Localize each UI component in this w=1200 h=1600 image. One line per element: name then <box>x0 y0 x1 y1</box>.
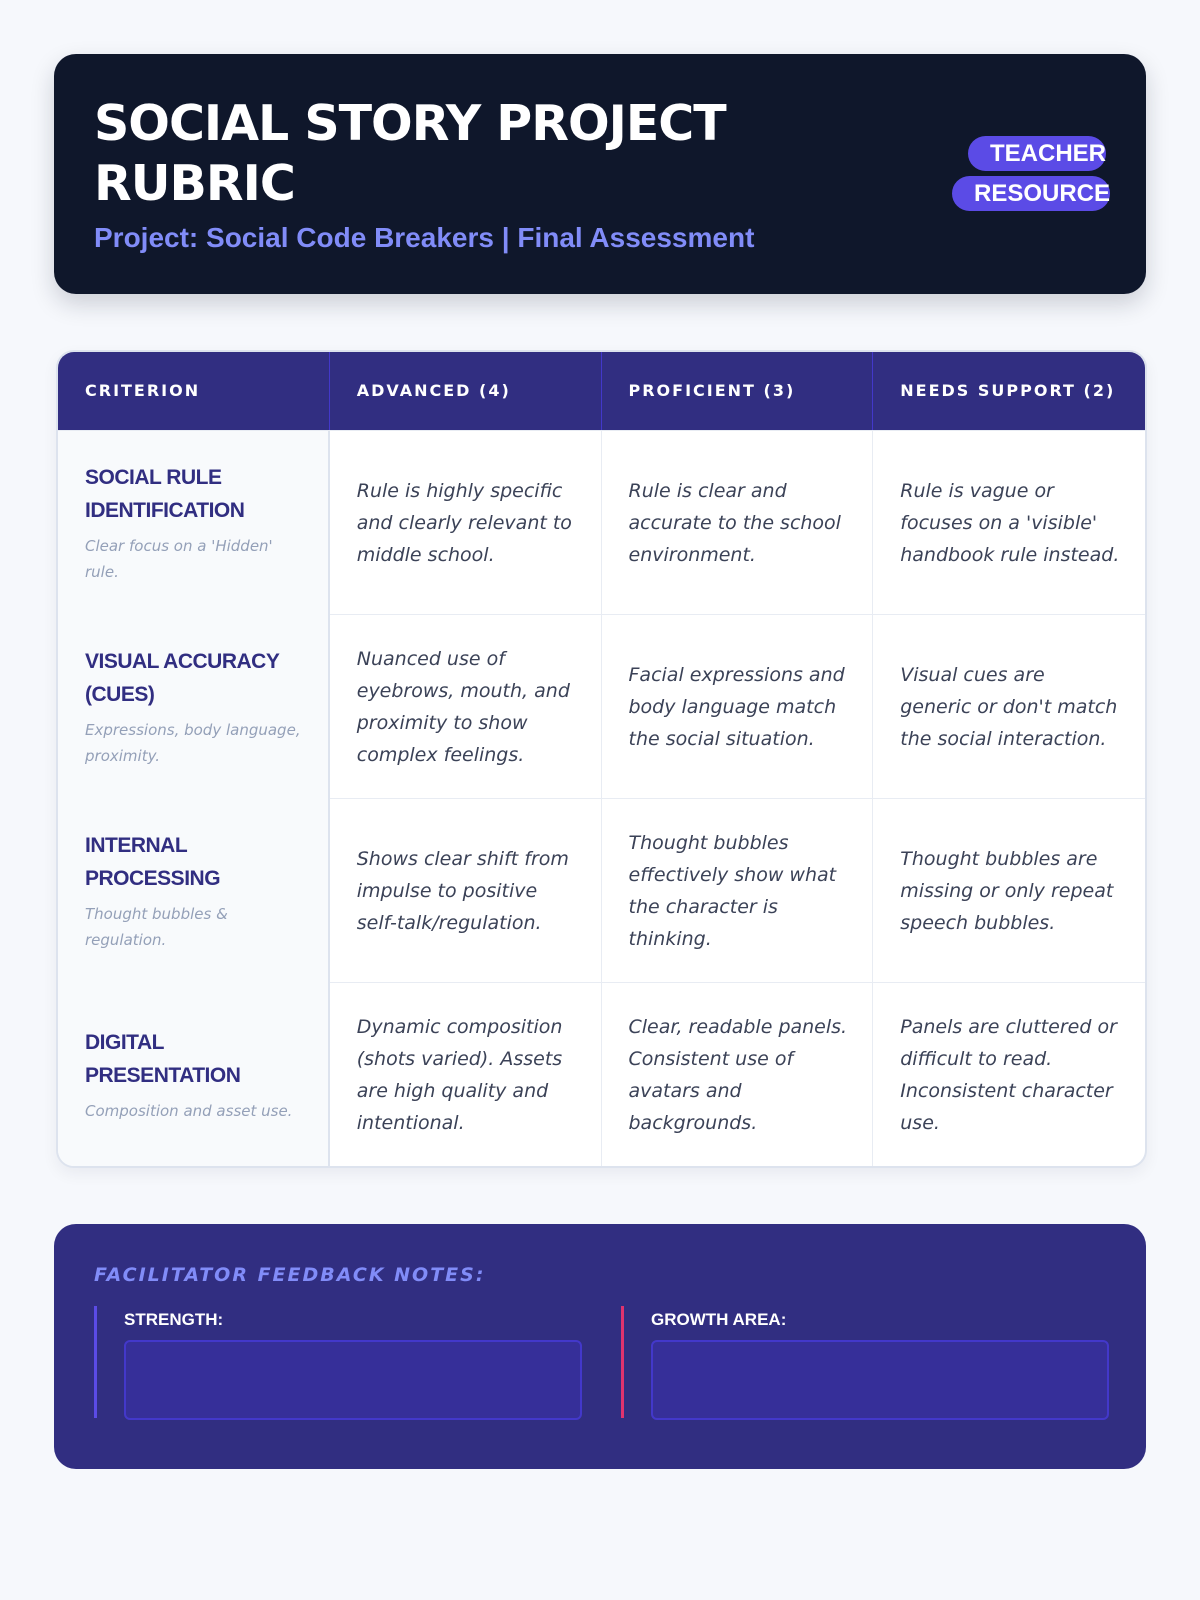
criterion-note: Clear focus on a 'Hidden' rule. <box>85 537 273 581</box>
criterion-name: VISUAL ACCURACY (CUES) <box>85 650 279 706</box>
proficient-cell <box>602 799 874 983</box>
page-title: SOCIAL STORY PROJECT RUBRIC <box>94 95 726 212</box>
column-header-needs-support: NEEDS SUPPORT (2) <box>900 381 1116 400</box>
feedback-columns <box>94 1306 1106 1418</box>
needs-support-description: Thought bubbles are missing or only repeat speech bubbles. <box>900 848 1114 934</box>
proficient-cell <box>602 615 874 799</box>
advanced-cell <box>330 983 602 1167</box>
criterion-cell <box>58 799 330 983</box>
table-row <box>58 798 1145 982</box>
needs-support-description: Rule is vague or focuses on a 'visible' handbook rule instead. <box>900 480 1120 566</box>
feedback-title: FACILITATOR FEEDBACK NOTES: <box>94 1264 486 1286</box>
proficient-cell <box>602 983 874 1167</box>
criterion-name: INTERNAL PROCESSING <box>85 834 221 890</box>
criterion-cell <box>58 615 330 799</box>
rubric-header-row <box>58 352 1145 430</box>
page-header <box>54 54 1146 294</box>
needs-support-description: Visual cues are generic or don't match the social interaction. <box>900 664 1118 750</box>
proficient-description: Clear, readable panels. Consistent use of avatars and backgrounds. <box>628 1016 848 1134</box>
needs-support-cell <box>873 431 1145 615</box>
strength-label: STRENGTH: <box>124 1310 224 1329</box>
table-row <box>58 430 1145 614</box>
growth-area-label: GROWTH AREA: <box>651 1310 787 1329</box>
criterion-cell <box>58 983 330 1167</box>
proficient-description: Thought bubbles effectively show what the character is thinking. <box>628 832 837 950</box>
growth-area-input[interactable] <box>651 1340 1109 1420</box>
column-header-advanced: ADVANCED (4) <box>330 352 602 430</box>
badge-label: TEACHER RESOURCE <box>952 136 1110 211</box>
facilitator-feedback-panel <box>54 1224 1146 1469</box>
advanced-description: Nuanced use of eyebrows, mouth, and proximity to show complex feelings. <box>356 648 570 766</box>
criterion-name: SOCIAL RULE IDENTIFICATION <box>85 466 245 522</box>
needs-support-description: Panels are cluttered or difficult to read. Inconsistent character use. <box>900 1016 1117 1134</box>
column-header-proficient: PROFICIENT (3) <box>602 352 874 430</box>
proficient-cell <box>602 431 874 615</box>
page-subtitle: Project: Social Code Breakers | Final Assessment <box>94 222 755 253</box>
criterion-note: Composition and asset use. <box>85 1102 293 1120</box>
rubric-table <box>56 350 1147 1168</box>
proficient-description: Facial expressions and body language match the social situation. <box>628 664 845 750</box>
advanced-description: Dynamic composition (shots varied). Assets are high quality and intentional. <box>356 1016 563 1134</box>
needs-support-cell <box>873 799 1145 983</box>
growth-area-section <box>621 1306 1108 1418</box>
strength-input[interactable] <box>124 1340 582 1420</box>
strength-section <box>94 1306 581 1418</box>
teacher-resource-badge <box>952 134 1111 214</box>
table-row <box>58 614 1145 798</box>
proficient-description: Rule is clear and accurate to the school environment. <box>628 480 841 566</box>
advanced-cell <box>330 799 602 983</box>
needs-support-cell <box>873 983 1145 1167</box>
criterion-note: Expressions, body language, proximity. <box>85 721 301 765</box>
advanced-description: Rule is highly specific and clearly relevant to middle school. <box>356 480 572 566</box>
advanced-cell <box>330 431 602 615</box>
advanced-description: Shows clear shift from impulse to positive self-talk/regulation. <box>356 848 569 934</box>
advanced-cell <box>330 615 602 799</box>
criterion-cell <box>58 431 330 615</box>
column-header-criterion: CRITERION <box>58 352 330 430</box>
needs-support-cell <box>873 615 1145 799</box>
criterion-note: Thought bubbles & regulation. <box>85 905 228 949</box>
table-row <box>58 982 1145 1166</box>
criterion-name: DIGITAL PRESENTATION <box>85 1031 241 1087</box>
